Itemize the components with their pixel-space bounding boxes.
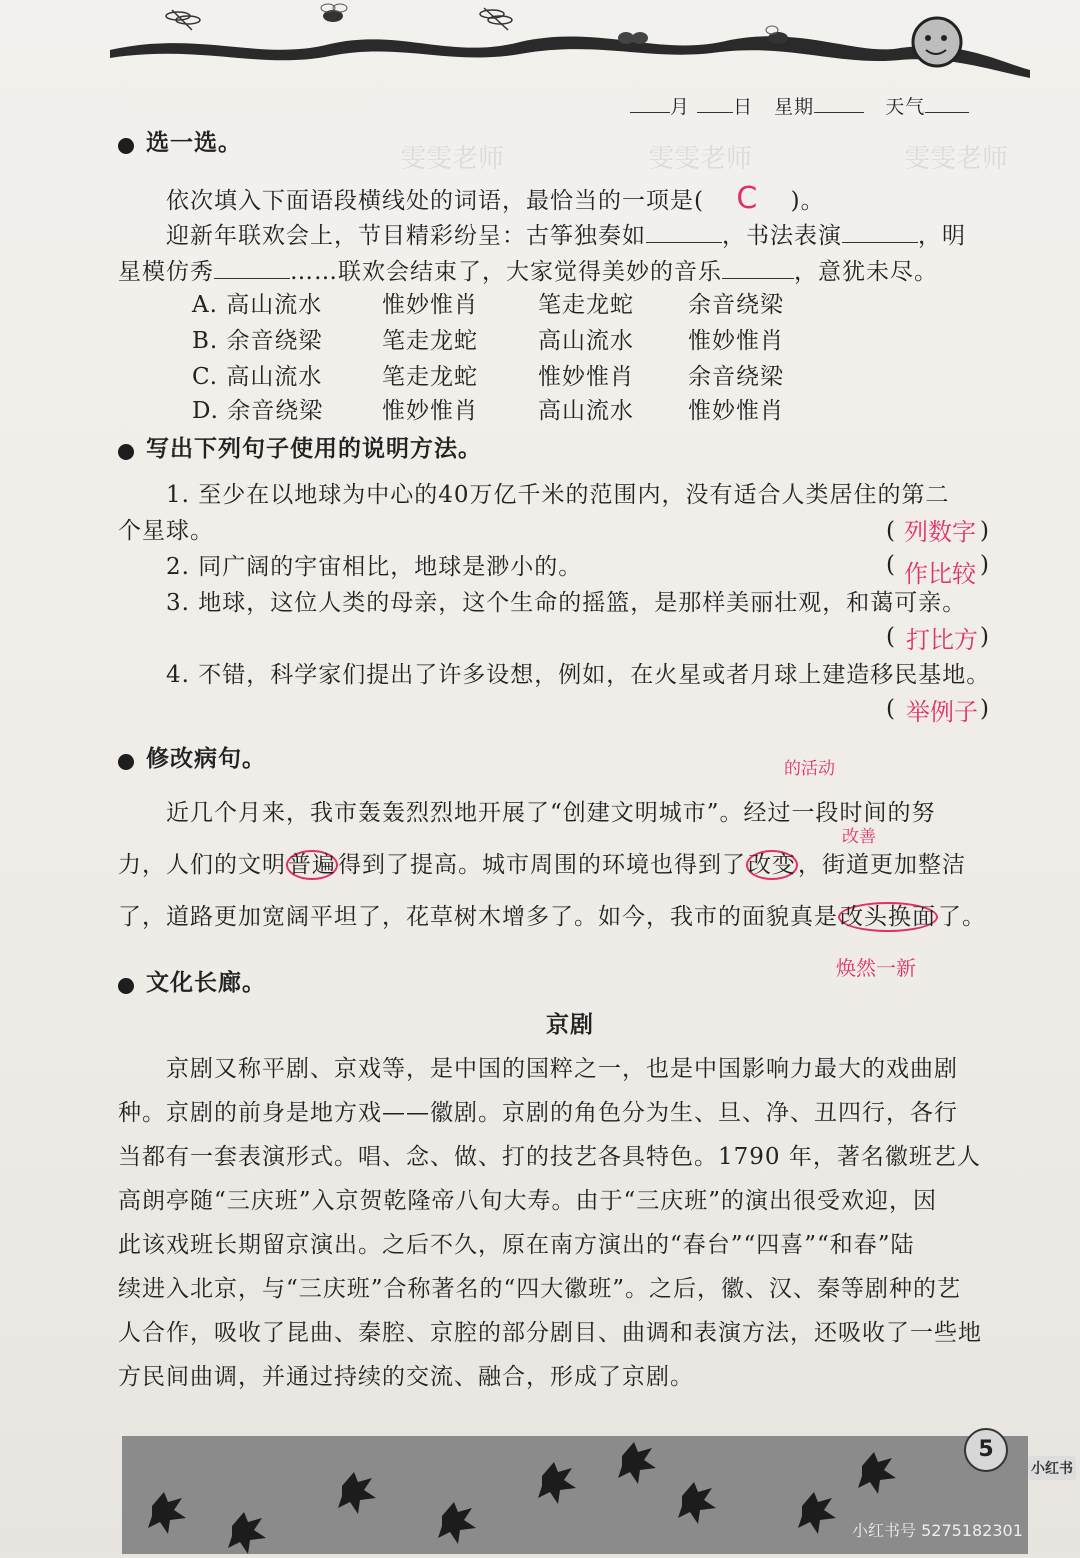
option-row-a — [192, 290, 784, 320]
section-bullet — [118, 754, 134, 770]
paragraph-text: 力，人们的文明 — [118, 852, 286, 878]
option-word: 高山流水 — [538, 398, 634, 424]
weekday-label: 星期 — [774, 96, 815, 118]
option-label: A. 高山流水 — [192, 292, 323, 318]
paragraph-line-2 — [118, 850, 966, 880]
section-bullet — [118, 138, 134, 154]
passage-text: ……联欢会结束了，大家觉得美妙的音乐 — [290, 259, 722, 285]
day-label: 日 — [733, 96, 754, 118]
answer-blank[interactable] — [214, 256, 290, 279]
account-watermark: 小红书号 5275182301 — [852, 1521, 1023, 1540]
option-word: 笔走龙蛇 — [538, 292, 634, 318]
date-header — [630, 90, 969, 122]
top-banner-illustration — [0, 0, 1080, 100]
watermark-text: 雯雯老师 — [904, 144, 1009, 174]
sentence-1-line-2: 个星球。 — [118, 518, 214, 544]
section-heading-correct: 修改病句。 — [146, 746, 266, 772]
article-line: 京剧又称平剧、京戏等，是中国的国粹之一，也是中国影响力最大的戏曲剧 — [166, 1056, 958, 1082]
article-title: 京剧 — [546, 1012, 594, 1038]
sentence-2: 2. 同广阔的宇宙相比，地球是渺小的。 — [166, 554, 583, 580]
section-heading-culture: 文化长廊。 — [146, 970, 266, 996]
answer-paren: ( ) — [886, 696, 990, 722]
option-word: 笔走龙蛇 — [382, 364, 478, 390]
option-row-b — [192, 326, 784, 356]
passage-text: 迎新年联欢会上，节目精彩纷呈：古筝独奏如 — [166, 223, 646, 249]
circled-word: 改头换面 — [840, 904, 936, 930]
section-heading-choose: 选一选。 — [146, 130, 242, 156]
dragonfly-icon — [166, 10, 200, 30]
answer-paren: ( ) — [886, 518, 990, 544]
option-word: 余音绕梁 — [688, 364, 784, 390]
question-line — [166, 181, 825, 216]
answer-paren: ( ) — [886, 624, 990, 650]
handwritten-answer: 举例子 — [906, 698, 978, 726]
handwritten-correction: 改善 — [842, 827, 876, 847]
passage-text: ，意犹未尽。 — [794, 259, 938, 285]
paragraph-text: ，街道更加整洁 — [798, 852, 966, 878]
option-row-c — [192, 362, 784, 392]
passage-text: ，书法表演 — [722, 223, 842, 249]
handwritten-answer: 作比较 — [904, 560, 976, 588]
answer-blank[interactable] — [722, 256, 794, 279]
section-bullet — [118, 978, 134, 994]
sentence-4: 4. 不错，科学家们提出了许多设想，例如，在火星或者月球上建造移民基地。 — [166, 662, 991, 688]
option-word: 余音绕梁 — [688, 292, 784, 318]
answer-paren: ( ) — [886, 552, 990, 578]
handwritten-correction: 焕然一新 — [836, 956, 916, 980]
article-line: 方民间曲调，并通过持续的交流、融合，形成了京剧。 — [118, 1364, 694, 1390]
sentence-3: 3. 地球，这位人类的母亲，这个生命的摇篮，是那样美丽壮观，和蔼可亲。 — [166, 590, 967, 616]
month-label: 月 — [670, 96, 691, 118]
option-word: 惟妙惟肖 — [538, 364, 634, 390]
option-word: 惟妙惟肖 — [688, 398, 784, 424]
section-heading-methods: 写出下列句子使用的说明方法。 — [146, 436, 482, 462]
page-number: 5 — [964, 1428, 1008, 1472]
platform-stamp: 小红书 — [1028, 1456, 1076, 1480]
option-word: 高山流水 — [538, 328, 634, 354]
option-label: D. 余音绕梁 — [192, 398, 324, 424]
article-line: 种。京剧的前身是地方戏——徽剧。京剧的角色分为生、旦、净、丑四行，各行 — [118, 1100, 958, 1126]
paragraph-line-3 — [118, 902, 986, 932]
passage-text: ，明 — [918, 223, 966, 249]
dragonfly-icon — [480, 8, 512, 30]
passage-line-2 — [118, 256, 938, 287]
bee-icon — [321, 4, 347, 22]
answer-blank[interactable] — [842, 220, 918, 243]
section-bullet — [118, 444, 134, 460]
paragraph-line-1: 近几个月来，我市轰轰烈烈地开展了“创建文明城市”。经过一段时间的努 — [166, 800, 936, 826]
answer-blank[interactable] — [646, 220, 722, 243]
question-text: 依次填入下面语段横线处的词语，最恰当的一项是( — [166, 188, 704, 214]
option-word: 惟妙惟肖 — [382, 292, 478, 318]
paragraph-text: 得到了提高。城市周围的环境也得到了 — [338, 852, 746, 878]
article-line: 人合作，吸收了昆曲、秦腔、京腔的部分剧目、曲调和表演方法，还吸收了一些地 — [118, 1320, 982, 1346]
option-row-d — [192, 396, 784, 426]
circled-word: 改变 — [748, 852, 796, 878]
option-label: B. 余音绕梁 — [192, 328, 323, 354]
watermark-text: 雯雯老师 — [648, 144, 753, 174]
option-word: 惟妙惟肖 — [382, 398, 478, 424]
handwritten-answer: C — [736, 181, 759, 216]
sentence-1-line-1: 1. 至少在以地球为中心的40万亿千米的范围内，没有适合人类居住的第二 — [166, 482, 950, 508]
option-word: 惟妙惟肖 — [688, 328, 784, 354]
watermark-text: 雯雯老师 — [400, 144, 505, 174]
weather-label: 天气 — [885, 96, 926, 118]
circled-word: 普遍 — [288, 852, 336, 878]
article-line: 此该戏班长期留京演出。之后不久，原在南方演出的“春台”“四喜”“和春”陆 — [118, 1232, 915, 1258]
handwritten-answer: 列数字 — [904, 518, 976, 546]
question-end: )。 — [790, 188, 825, 214]
sun-face-icon — [913, 18, 961, 66]
passage-line-1 — [166, 220, 966, 251]
article-line: 当都有一套表演形式。唱、念、做、打的技艺各具特色。1790 年，著名徽班艺人 — [118, 1144, 981, 1170]
article-line: 续进入北京，与“三庆班”合称著名的“四大徽班”。之后，徽、汉、秦等剧种的艺 — [118, 1276, 962, 1302]
option-word: 笔走龙蛇 — [382, 328, 478, 354]
article-line: 高朗亭随“三庆班”入京贺乾隆帝八旬大寿。由于“三庆班”的演出很受欢迎，因 — [118, 1188, 938, 1214]
passage-text: 星模仿秀 — [118, 259, 214, 285]
handwritten-answer: 打比方 — [906, 626, 978, 654]
paragraph-text: 了，道路更加宽阔平坦了，花草树木增多了。如今，我市的面貌真是 — [118, 904, 838, 930]
paragraph-text: 了。 — [938, 904, 986, 930]
handwritten-correction: 的活动 — [784, 759, 835, 779]
option-label: C. 高山流水 — [192, 364, 323, 390]
